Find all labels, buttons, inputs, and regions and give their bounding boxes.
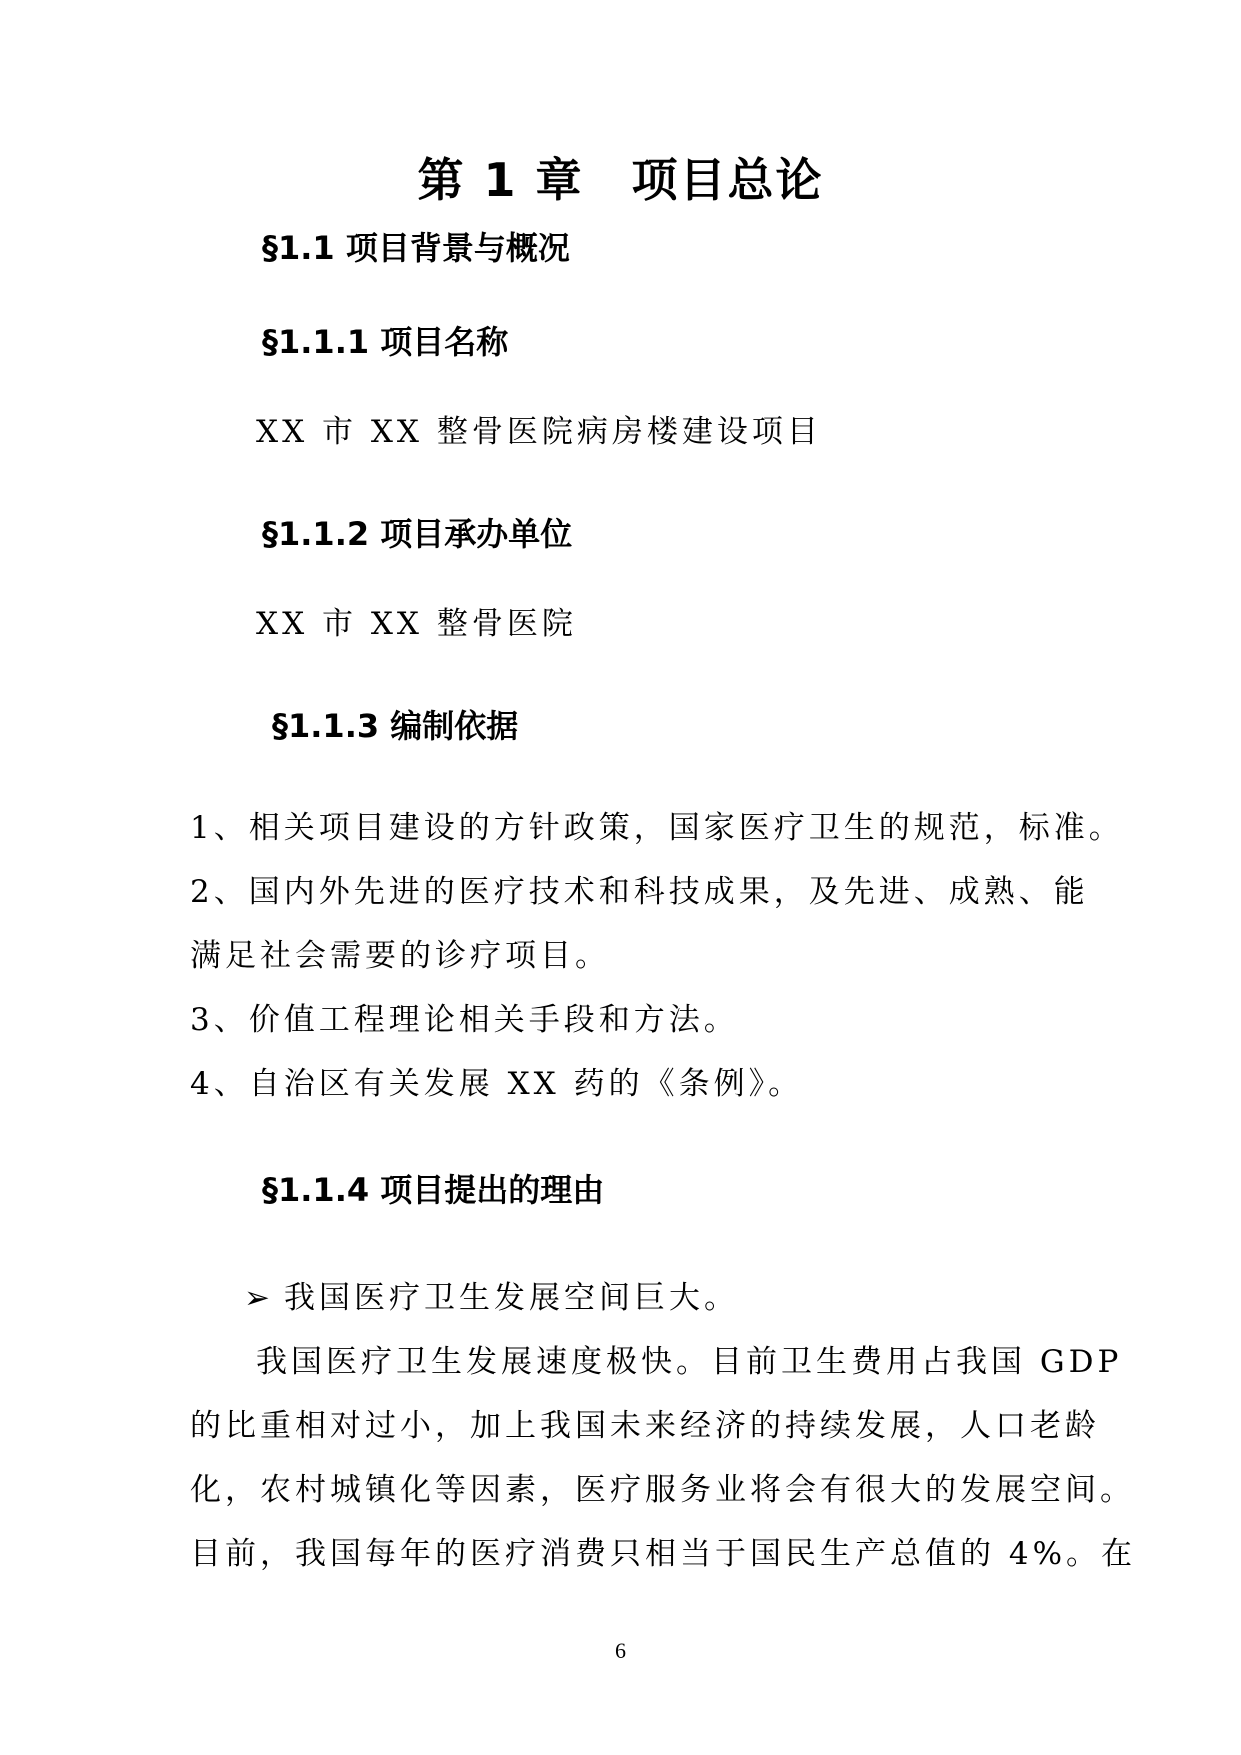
project-name-text: XX 市 XX 整骨医院病房楼建设项目 xyxy=(256,414,822,450)
reason-bullet-text: 我国医疗卫生发展空间巨大。 xyxy=(284,1280,739,1316)
chapter-title: 第 1 章 项目总论 xyxy=(417,153,824,207)
section-heading-1-1-1: §1.1.1 项目名称 xyxy=(262,323,509,361)
basis-item-1: 1、相关项目建设的方针政策，国家医疗卫生的规范，标准。 xyxy=(190,810,1124,846)
paragraph-line-4: 目前，我国每年的医疗消费只相当于国民生产总值的 4%。在 xyxy=(190,1536,1137,1572)
section-heading-1-1-3: §1.1.3 编制依据 xyxy=(272,707,519,745)
reason-bullet xyxy=(244,1276,739,1320)
basis-item-4: 4、自治区有关发展 XX 药的《条例》。 xyxy=(190,1066,804,1102)
paragraph-line-3: 化，农村城镇化等因素，医疗服务业将会有很大的发展空间。 xyxy=(190,1472,1135,1508)
paragraph-line-2: 的比重相对过小，加上我国未来经济的持续发展，人口老龄 xyxy=(190,1408,1100,1444)
section-heading-1-1: §1.1 项目背景与概况 xyxy=(262,229,570,267)
section-heading-1-1-2: §1.1.2 项目承办单位 xyxy=(262,515,573,553)
basis-item-3: 3、价值工程理论相关手段和方法。 xyxy=(190,1002,739,1038)
basis-item-2: 2、国内外先进的医疗技术和科技成果，及先进、成熟、能 xyxy=(190,874,1089,910)
paragraph-line-1: 我国医疗卫生发展速度极快。目前卫生费用占我国 GDP xyxy=(256,1344,1123,1380)
page-number: 6 xyxy=(615,1638,626,1663)
section-heading-1-1-4: §1.1.4 项目提出的理由 xyxy=(262,1171,605,1209)
organizer-text: XX 市 XX 整骨医院 xyxy=(256,606,577,642)
arrow-bullet-icon: ➢ xyxy=(244,1280,274,1316)
basis-item-2-continued: 满足社会需要的诊疗项目。 xyxy=(190,938,610,974)
